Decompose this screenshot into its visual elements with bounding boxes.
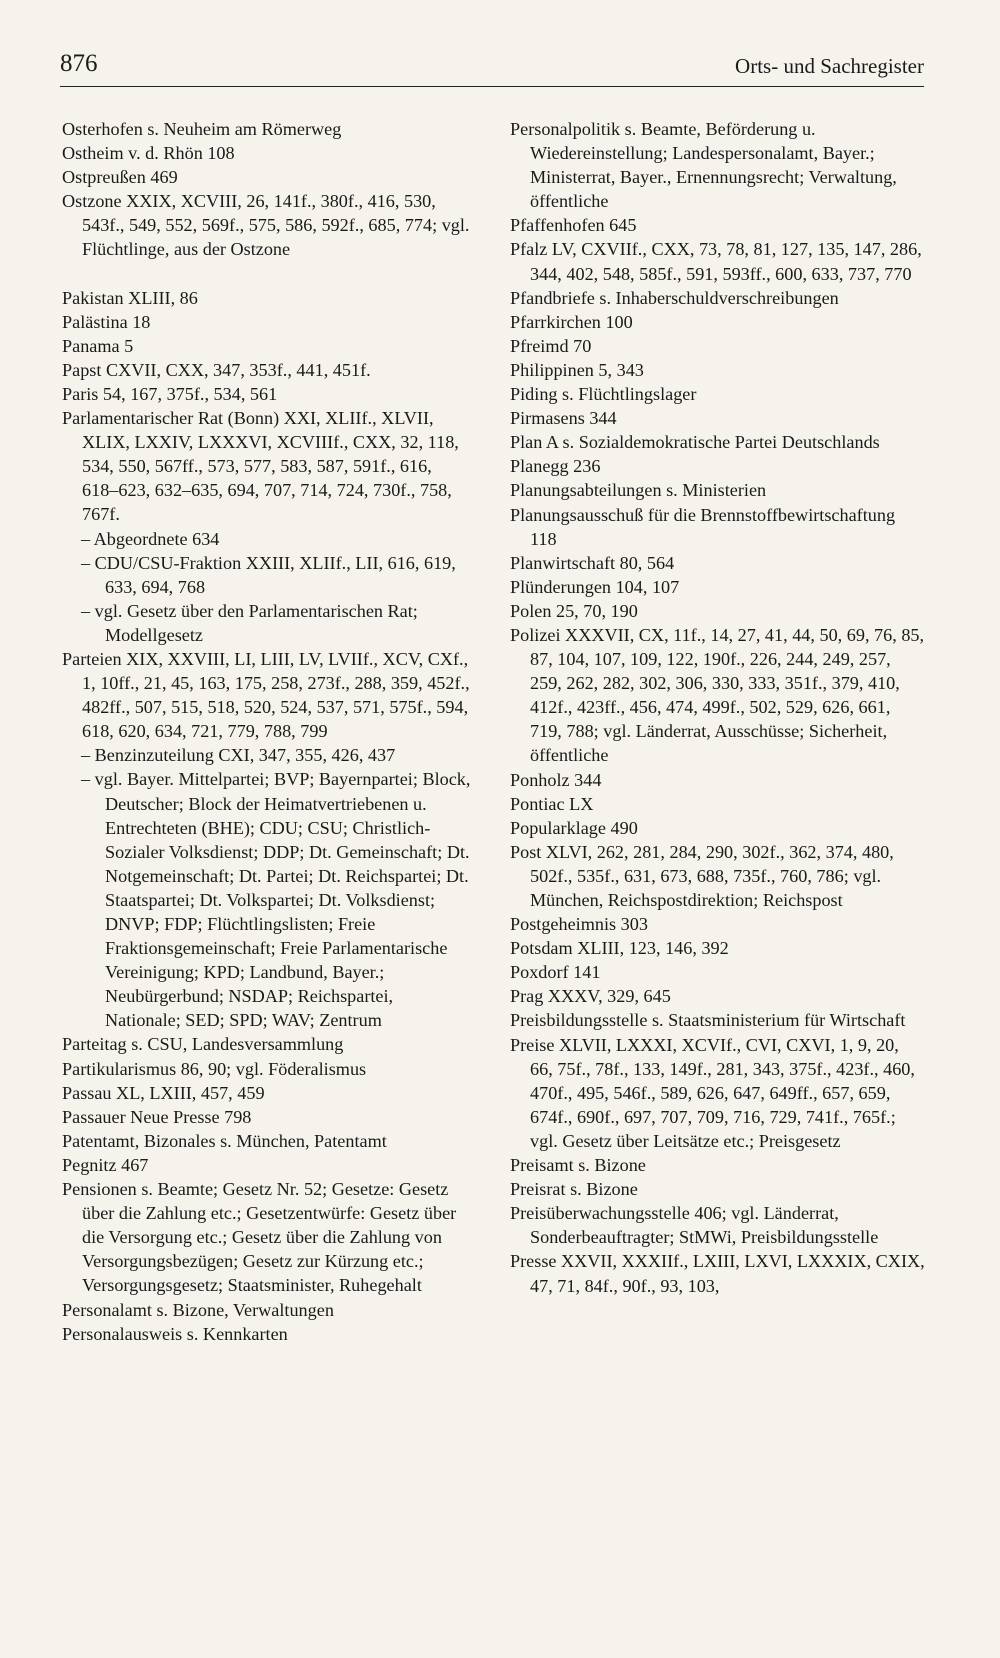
index-entry: Preisbildungsstelle s. Staatsministerium für Wirtschaft [510,1010,906,1031]
index-entry: Personalpolitik s. Beamte, Beförderung u. Wiedereinstellung; Landespersonalamt, Bayer.; Ministerrat, Bayer., Ernennungsrecht; Verwaltung, öffentliche [510,119,897,212]
index-entry: Postgeheimnis 303 [510,914,648,935]
index-subentry: – vgl. Bayer. Mittelpartei; BVP; Bayernpartei; Block, Deutscher; Block der Heimatvertriebenen u. Entrechteten (BHE); CDU; CSU; Christlich-Sozialer Volksdienst; DDP; Dt. Gemeinschaft; Dt. Notgemeinschaft; Dt. Partei; Dt. Reichspartei; Dt. Staatspartei; Dt. Volkspartei; Dt. Volksdienst; DNVP; FDP; Flüchtlingslisten; Freie Fraktionsgemeinschaft; Freie Parlamentarische Vereinigung; KPD; Landbund, Bayer.; Neubürgerbund; NSDAP; Reichspartei, Nationale; SED; SPD; WAV; Zentrum [81,769,471,1031]
index-entry: Parlamentarischer Rat (Bonn) XXI, XLIIf., XLVII, XLIX, LXXIV, LXXXVI, XCVIIIf., CXX, 32, 118, 534, 550, 567ff., 573, 577, 583, 587, 591f., 616, 618–623, 632–635, 694, 707, 714, 724, 730f., 758, 767f. [62,408,459,525]
index-entry: Post XLVI, 262, 281, 284, 290, 302f., 362, 374, 480, 502f., 535f., 631, 673, 688, 735f., 760, 786; vgl. München, Reichspostdirektion; Reichspost [510,841,894,910]
index-subentry: – CDU/CSU-Fraktion XXIII, XLIIf., LII, 616, 619, 633, 694, 768 [81,552,456,597]
index-entry: Pfaffenhofen 645 [510,215,637,236]
index-entry: Pakistan XLIII, 86 [62,287,198,308]
index-entry: Presse XXVII, XXXIIf., LXIII, LXVI, LXXXIX, CXIX, 47, 71, 84f., 90f., 93, 103, [510,1251,925,1296]
index-entry: Paris 54, 167, 375f., 534, 561 [62,383,278,404]
index-entry: Osterhofen s. Neuheim am Römerweg [62,119,342,139]
index-entry: Pirmasens 344 [510,408,617,429]
index-entry: Passauer Neue Presse 798 [62,1106,252,1127]
index-entry: Personalausweis s. Kennkarten [62,1323,288,1344]
entry-gap [62,262,472,286]
index-entry: Passau XL, LXIII, 457, 459 [62,1082,265,1103]
index-entry: Panama 5 [62,335,134,356]
index-entry: Pfandbriefe s. Inhaberschuldverschreibungen [510,287,839,308]
index-entry: Patentamt, Bizonales s. München, Patentamt [62,1130,387,1151]
index-entry: Poxdorf 141 [510,962,601,983]
index-entry: Plan A s. Sozialdemokratische Partei Deutschlands [510,432,880,453]
index-entry: Polizei XXXVII, CX, 11f., 14, 27, 41, 44, 50, 69, 76, 85, 87, 104, 107, 109, 122, 190f., 226, 244, 249, 257, 259, 262, 282, 302, 306, 330, 333, 351f., 379, 410, 412f., 423ff., 456, 474, 499f., 502, 529, 626, 661, 719, 788; vgl. Länderrat, Ausschüsse; Sicherheit, öffentliche [510,624,925,766]
index-entry: Pegnitz 467 [62,1154,149,1175]
index-entry: Palästina 18 [62,311,151,332]
index-entry: Planungsabteilungen s. Ministerien [510,480,767,501]
index-entry: Ponholz 344 [510,769,602,790]
index-entry: Preisüberwachungsstelle 406; vgl. Länderrat, Sonderbeauftragter; StMWi, Preisbildungsstelle [510,1203,879,1248]
index-entry: Preisamt s. Bizone [510,1155,646,1176]
index-entry: Personalamt s. Bizone, Verwaltungen [62,1299,334,1320]
index-entry: Pfarrkirchen 100 [510,311,633,332]
index-entry: Planegg 236 [510,456,601,477]
index-subentry: – vgl. Gesetz über den Parlamentarischen Rat; Modellgesetz [81,600,418,645]
index-entry: Planwirtschaft 80, 564 [510,552,675,573]
index-entry: Polen 25, 70, 190 [510,600,638,621]
index-entry: Ostzone XXIX, XCVIII, 26, 141f., 380f., 416, 530, 543f., 549, 552, 569f., 575, 586, 592f., 685, 774; vgl. Flüchtlinge, aus der Ostzone [62,191,470,260]
index-entry: Parteitag s. CSU, Landesversammlung [62,1034,344,1055]
index-entry: Planungsausschuß für die Brennstoffbewirtschaftung 118 [510,504,896,549]
page-number: 876 [60,50,98,77]
index-entry: Popularklage 490 [510,817,638,838]
index-entry: Plünderungen 104, 107 [510,576,680,597]
index-entry: Preise XLVII, LXXXI, XCVIf., CVI, CXVI, 1, 9, 20, 66, 75f., 78f., 133, 149f., 281, 343, 375f., 423f., 460, 470f., 495, 546f., 589, 626, 647, 649ff., 657, 659, 674f., 690f., 697, 707, 709, 716, 729, 741f., 765f.; vgl. Gesetz über Leitsätze etc.; Preisgesetz [510,1034,915,1151]
index-entry: Pensionen s. Beamte; Gesetz Nr. 52; Gesetze: Gesetz über die Zahlung etc.; Gesetzentwürfe: Gesetz über die Versorgung etc.; Gesetz über die Zahlung von Versorgungsbezügen; Gesetz zur Kürzung etc.; Versorgungsgesetz; Staatsminister, Ruhegehalt [62,1179,457,1296]
index-entry: Ostpreußen 469 [62,167,178,188]
left-column [62,117,472,1346]
index-subentry: – Benzinzuteilung CXI, 347, 355, 426, 437 [81,745,396,766]
index-entry: Potsdam XLIII, 123, 146, 392 [510,938,729,959]
index-entry: Pontiac LX [510,793,594,814]
index-subentry: – Abgeordnete 634 [81,528,220,549]
index-entry: Papst CXVII, CXX, 347, 353f., 441, 451f. [62,359,371,380]
index-entry: Partikularismus 86, 90; vgl. Föderalismus [62,1058,367,1079]
right-column [510,117,926,1298]
index-entry: Piding s. Flüchtlingslager [510,384,697,405]
page-header [60,48,924,87]
running-head: Orts- und Sachregister [735,54,924,78]
index-entry: Ostheim v. d. Rhön 108 [62,143,235,164]
index-entry: Pfalz LV, CXVIIf., CXX, 73, 78, 81, 127, 135, 147, 286, 344, 402, 548, 585f., 591, 593ff., 600, 633, 737, 770 [510,239,922,284]
index-entry: Philippinen 5, 343 [510,359,644,380]
index-entry: Prag XXXV, 329, 645 [510,986,671,1007]
index-entry: Pfreimd 70 [510,335,592,356]
index-entry: Parteien XIX, XXVIII, LI, LIII, LV, LVIIf., XCV, CXf., 1, 10ff., 21, 45, 163, 175, 258, 273f., 288, 359, 452f., 482ff., 507, 515, 518, 520, 524, 537, 571, 575f., 594, 618, 620, 634, 721, 779, 788, 799 [62,648,470,742]
index-entry: Preisrat s. Bizone [510,1179,638,1200]
